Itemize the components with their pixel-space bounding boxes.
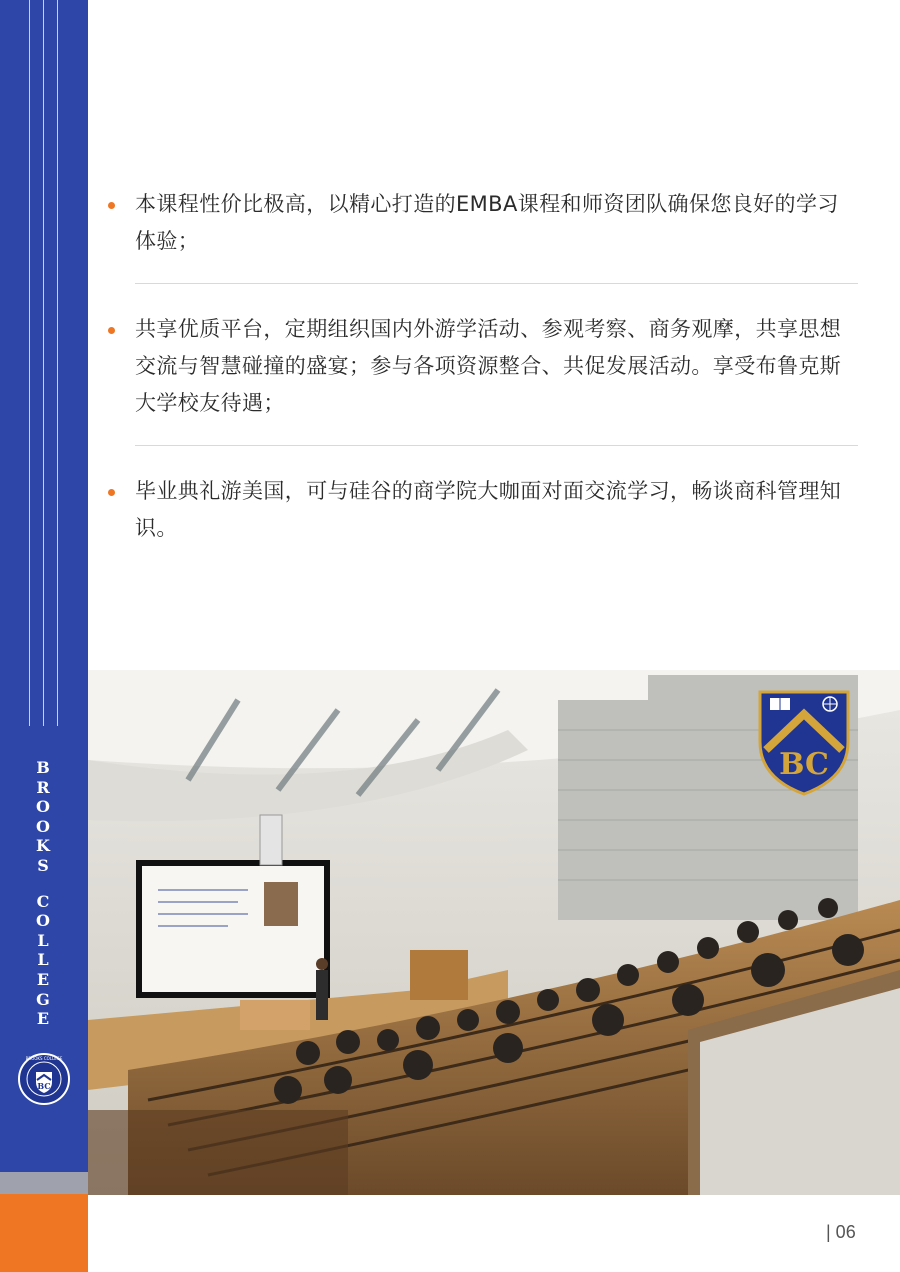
list-item bbox=[108, 473, 858, 547]
decorative-line bbox=[29, 0, 30, 726]
brand-letter: O bbox=[36, 816, 50, 836]
crest-monogram: BC bbox=[779, 747, 829, 782]
page-number: | 06 bbox=[826, 1222, 856, 1242]
brand-letter: K bbox=[36, 836, 50, 856]
list-item bbox=[108, 186, 858, 260]
svg-text:BC: BC bbox=[37, 1081, 51, 1091]
list-item-text: 毕业典礼游美国，可与硅谷的商学院大咖面对面交流学习，畅谈商科管理知识。 bbox=[135, 479, 842, 540]
divider bbox=[135, 283, 858, 284]
brand-letter: O bbox=[36, 797, 50, 817]
college-crest-icon bbox=[758, 690, 850, 796]
bullet-dot-icon bbox=[108, 489, 115, 496]
orange-band bbox=[0, 1194, 88, 1272]
list-item-text: 共享优质平台，定期组织国内外游学活动、参观考察、商务观摩，共享思想交流与智慧碰撞的盛宴；参与各项资源整合、共促发展活动。享受布鲁克斯大学校友待遇； bbox=[135, 317, 842, 415]
divider bbox=[135, 445, 858, 446]
brand-letter: O bbox=[36, 911, 50, 931]
brand-letter: G bbox=[36, 989, 50, 1009]
feature-list bbox=[108, 186, 858, 547]
brand-letter: C bbox=[36, 891, 50, 911]
bullet-dot-icon bbox=[108, 327, 115, 334]
gray-band bbox=[0, 1172, 88, 1194]
list-item-text: 本课程性价比极高，以精心打造的EMBA课程和师资团队确保您良好的学习体验； bbox=[135, 192, 839, 253]
brand-letter: L bbox=[37, 950, 49, 970]
brand-letter: B bbox=[36, 758, 50, 777]
brand-vertical-text bbox=[30, 758, 56, 1029]
decorative-line bbox=[57, 0, 58, 726]
bullet-dot-icon bbox=[108, 202, 115, 209]
brand-letter: E bbox=[36, 1009, 50, 1029]
decorative-line bbox=[43, 0, 44, 726]
svg-text:BROOKS COLLEGE: BROOKS COLLEGE bbox=[25, 1056, 63, 1061]
brand-letter: S bbox=[37, 855, 49, 875]
brand-letter: R bbox=[36, 777, 50, 797]
brand-letter: L bbox=[37, 930, 49, 950]
brand-letter: E bbox=[36, 969, 50, 989]
list-item bbox=[108, 311, 858, 422]
sidebar bbox=[0, 0, 88, 1272]
college-seal-icon bbox=[17, 1052, 71, 1106]
